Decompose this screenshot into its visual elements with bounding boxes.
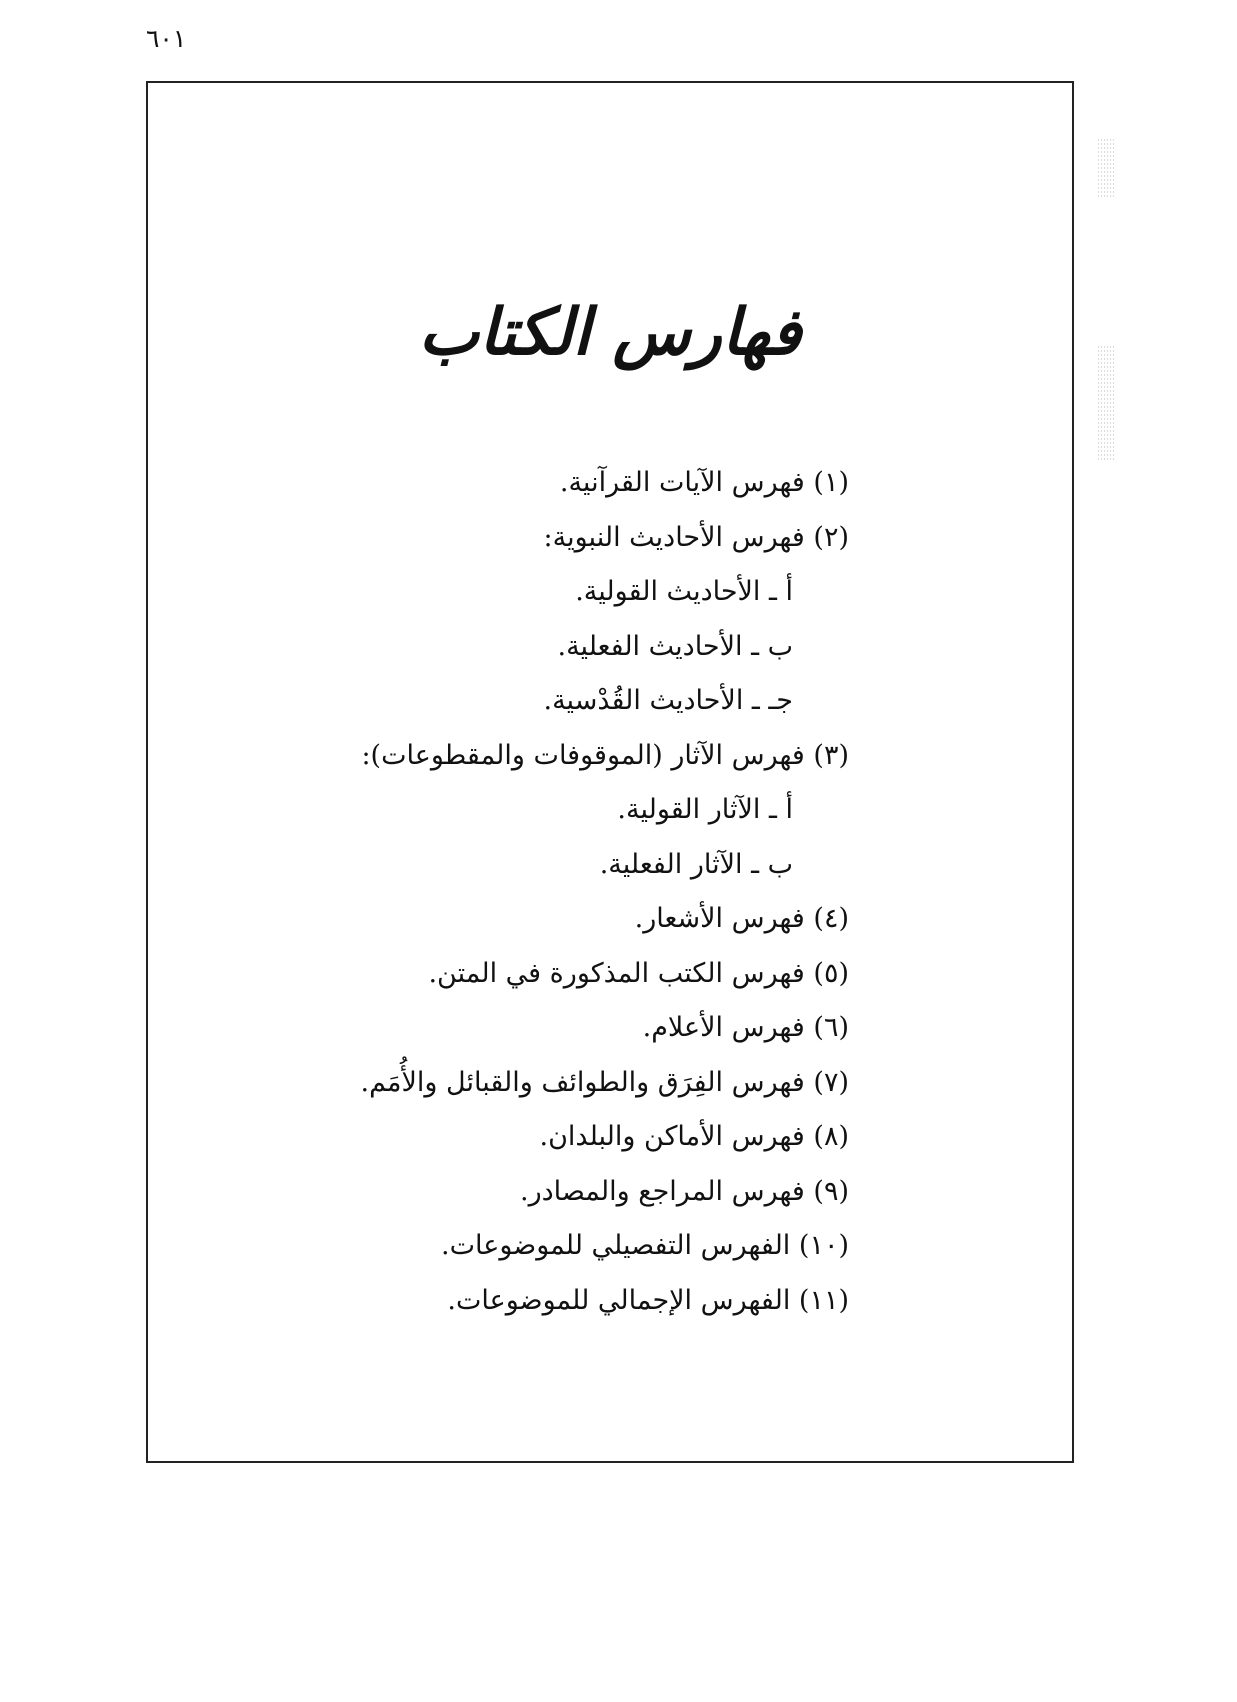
toc-subitem: ب ـ الآثار الفعلية. [599,848,793,880]
toc-item: (٧) فهرس الفِرَق والطوائف والقبائل والأُمَم. [360,1066,849,1098]
toc-item: (٦) فهرس الأعلام. [642,1012,849,1043]
toc-item: (٤) فهرس الأشعار. [634,903,849,934]
toc-item: (٣) فهرس الآثار (الموقوفات والمقطوعات): [361,739,849,771]
toc-item: (١) فهرس الآيات القرآنية. [559,467,849,498]
toc-item: (٩) فهرس المراجع والمصادر. [519,1175,849,1207]
toc-subitem: ب ـ الأحاديث الفعلية. [557,630,793,662]
scan-noise-lower [1097,345,1115,460]
toc-item: (٥) فهرس الكتب المذكورة في المتن. [428,957,849,989]
toc-item: (١٠) الفهرس التفصيلي للموضوعات. [440,1230,849,1261]
scan-noise-upper [1097,138,1115,198]
content-frame [146,81,1074,1463]
toc-subitem: جـ ـ الأحاديث القُدْسية. [543,685,793,716]
toc-item: (٢) فهرس الأحاديث النبوية: [543,521,849,553]
page-number: ٦٠١ [146,24,187,53]
index-list [129,456,849,1328]
toc-subitem: أ ـ الأحاديث القولية. [575,576,793,607]
toc-item: (٨) فهرس الأماكن والبلدان. [539,1121,849,1152]
page-title: فهارس الكتاب [418,295,802,370]
toc-item: (١١) الفهرس الإجمالي للموضوعات. [447,1284,849,1316]
toc-subitem: أ ـ الآثار القولية. [617,794,793,825]
